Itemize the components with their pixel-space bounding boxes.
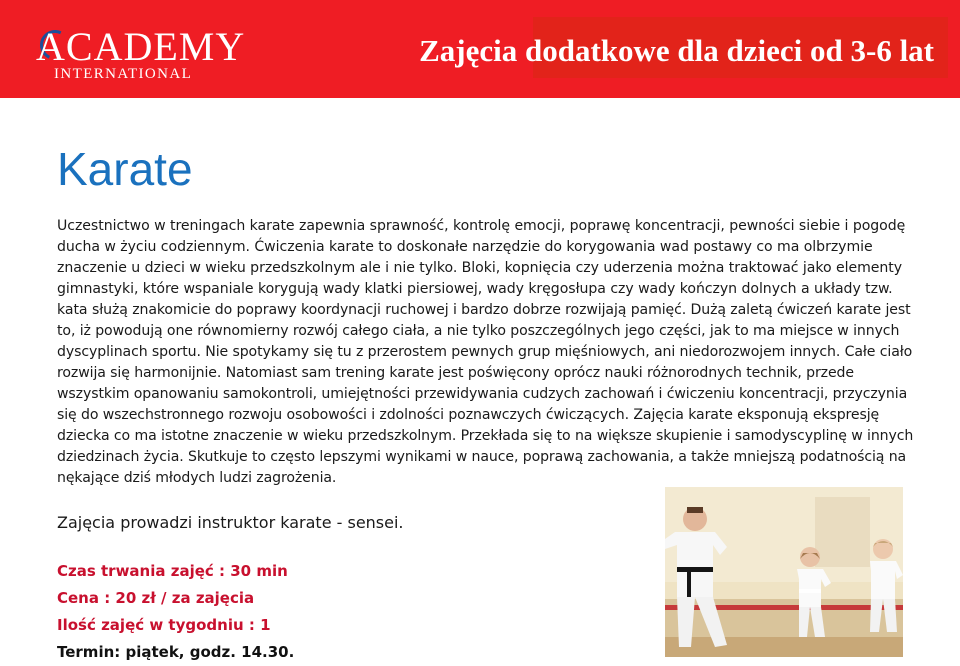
logo-sub-text: INTERNATIONAL <box>54 66 193 82</box>
logo-main-text: ACADEMY <box>36 24 246 69</box>
description <box>57 216 917 489</box>
instructor-line: Zajęcia prowadzi instruktor karate - sensei. <box>57 513 404 532</box>
section-heading: Karate <box>57 143 193 195</box>
page-title: Zajęcia dodatkowe dla dzieci od 3-6 lat <box>419 33 934 68</box>
title-box <box>419 17 948 78</box>
karate-photo-illustration <box>665 487 903 657</box>
description-part-2: służą znakomicie do poprawy koordynacji ruchowej i bardzo dobrze rozwijają pamięć. Dużą zaletą ćwiczeń karate jest to, iż powodują one równomierny rozwój całego ciała, a nie tylko poszczególnych jego części, jak to ma miejsce w innych dyscyplinach sportu. Nie spotykamy się tu z przerostem pewnych grup mięśniowych, ani niedorozwojem innych. Całe ciało rozwija się harmonijnie. Natomiast sam trening karate jest poświęcony oprócz nauki różnorodnych technik, przede wszystkim opanowaniu samokontroli, umiejętności przewidywania cudzych zachowań i ćwiczeniu koncentracji, przyczynia się do wszechstronnego rozwoju osobowości i zdolności poznawczych ćwiczących. Zajęcia karate eksponują ekspresję dziecka co ma istotne znaczenie w wieku przedszkolnym. Przekłada się to na większe skupienie i samodyscyplinę w innych dziedzinach życia. Skutkuje to często lepszymi wynikami w nauce, poprawą zachowania, a także mniejszą podatnością na nękające dziś młodych ludzi zagrożenia. <box>57 302 914 486</box>
karate-class-photo <box>665 487 903 657</box>
class-info <box>57 558 294 666</box>
price-line: Cena : 20 zł / za zajęcia <box>57 589 255 607</box>
schedule-line: Termin: piątek, godz. 14.30. <box>57 643 295 661</box>
frequency-line: Ilość zajęć w tygodniu : 1 <box>57 616 271 634</box>
header-banner <box>0 0 960 98</box>
description-part-1: Uczestnictwo w treningach karate zapewnia sprawność, kontrolę emocji, poprawę koncentracji, pewności siebie i pogodę ducha w życiu codziennym. Ćwiczenia karate to doskonałe narzędzie do korygowania wad postawy co ma olbrzymie znaczenie u dzieci w wieku przedszkolnym ale i nie tylko. Bloki, kopnięcia czy uderzenia można traktować jako elementy gimnastyki, które wspaniale korygują wady klatki piersiowej, wady kręgosłupa czy wady kończyn dolnych a układy tzw. kata <box>57 218 906 318</box>
duration-line: Czas trwania zajęć : 30 min <box>57 562 288 580</box>
academy-logo[interactable] <box>36 24 246 82</box>
